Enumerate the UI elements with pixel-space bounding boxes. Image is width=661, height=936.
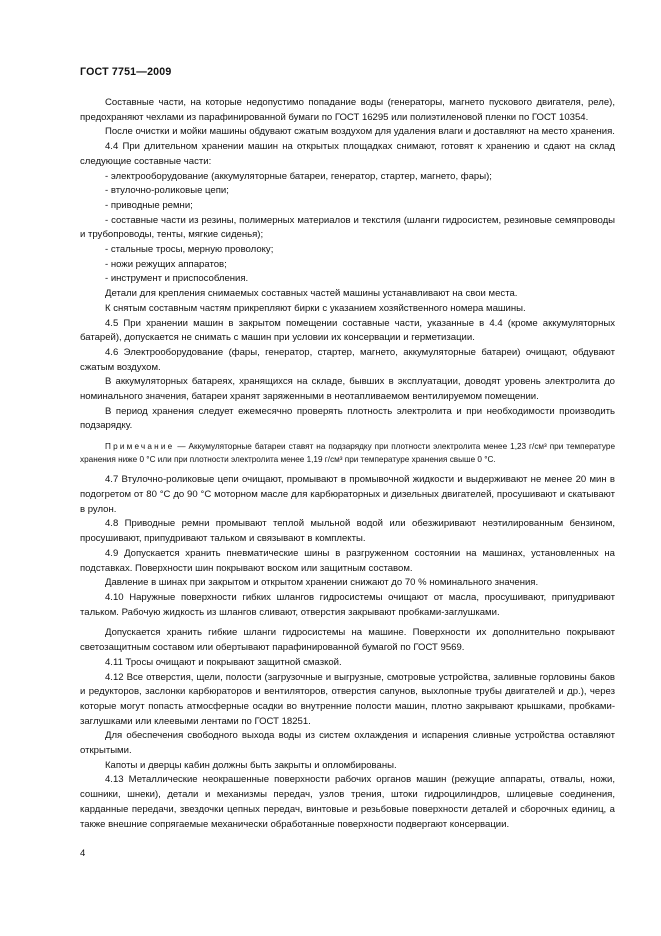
list-item: - втулочно-роликовые цепи;: [105, 185, 229, 197]
paragraph: 4.13 Металлические неокрашенные поверхности рабочих органов машин (режущие аппараты, отвалы, ножи, сошники, шнеки), детали и механизмы передач, узлов трения, штоки гидроцилиндров, шлицевые соединения, карданные передачи, звездочки цепных передач, винтовые и резьбовые поверхности деталей и сборочных единиц, а также внешние сопрягаемые механически обработанные поверхности подвергают консервации.: [80, 774, 615, 830]
paragraph: В аккумуляторных батареях, хранящихся на складе, бывших в эксплуатации, доводят уровень электролита до номинального значения, батареи хранят заряженными в неотапливаемом вентилируемом помещении.: [80, 376, 615, 403]
list-item: - инструмент и приспособления.: [105, 273, 249, 285]
paragraph: Допускается хранить гибкие шланги гидросистемы на машине. Поверхности их дополнительно покрывают светозащитным составом или обертывают парафинированной бумагой по ГОСТ 9569.: [80, 627, 615, 654]
paragraph: 4.7 Втулочно-роликовые цепи очищают, промывают в промывочной жидкости и выдерживают не менее 20 мин в подогретом от 80 °С до 90 °С моторном масле для карбюраторных и дизельных двигателей, просушивают и скатывают в рулон.: [80, 474, 615, 515]
paragraph: 4.9 Допускается хранить пневматические шины в разгруженном состоянии на машинах, установленных на подставках. Поверхности шин покрывают воском или защитным составом.: [80, 547, 615, 574]
paragraph: 4.8 Приводные ремни промывают теплой мыльной водой или обезжиривают неэтилированным бензином, просушивают, припудривают тальком и связывают в комплекты.: [80, 518, 615, 545]
paragraph: 4.4 При длительном хранении машин на открытых площадках снимают, готовят к хранению и сдают на склад следующие составные части:: [80, 141, 615, 167]
note: [80, 441, 615, 466]
list-item: - составные части из резины, полимерных материалов и текстиля (шланги гидросистем, резиновые семяпроводы и трубопроводы, тенты, мягкие сиденья);: [80, 214, 615, 241]
paragraph: Для обеспечения свободного выхода воды из систем охлаждения и испарения сливные устройства оставляют открытыми.: [80, 730, 615, 757]
document-header: ГОСТ 7751—2009: [80, 66, 172, 78]
paragraph: 4.12 Все отверстия, щели, полости (загрузочные и выгрузные, смотровые устройства, заливные горловины баков и редукторов, заслонки карбюраторов и вентиляторов, отверстия сапунов, выхлопные трубы двигателей и др.), через которые могут попасть атмосферные осадки во внутренние полости машин, плотно закрывают крышками, пробками-заглушками или клеевыми лентами по ГОСТ 18251.: [80, 671, 615, 727]
paragraph: Детали для крепления снимаемых составных частей машины устанавливают на свои места.: [105, 288, 518, 300]
page-number: 4: [80, 848, 86, 859]
paragraph: После очистки и мойки машины обдувают сжатым воздухом для удаления влаги и доставляют на место хранения.: [105, 126, 615, 138]
paragraph: 4.6 Электрооборудование (фары, генератор, стартер, магнето, аккумуляторные батареи) очищают, обдувают сжатым воздухом.: [80, 346, 615, 373]
note-label: Примечание: [105, 442, 175, 452]
paragraph: Капоты и дверцы кабин должны быть закрыты и опломбированы.: [105, 759, 397, 771]
note-text: — Аккумуляторные батареи ставят на подзарядку при плотности электролита менее 1,23 г/см³ при температуре хранения ниже 0 °С или при плотности электролита менее 1,19 г/см³ при температуре хранения свыше 0 °С.: [80, 442, 615, 464]
list-item: - приводные ремни;: [105, 199, 193, 211]
list-item: - электрооборудование (аккумуляторные батареи, генератор, стартер, магнето, фары);: [105, 170, 492, 182]
paragraph: 4.10 Наружные поверхности гибких шлангов гидросистемы очищают от масла, просушивают, припудривают тальком. Рабочую жидкость из шлангов сливают, отверстия закрывают пробками-заглушками.: [80, 591, 615, 618]
paragraph: В период хранения следует ежемесячно проверять плотность электролита и при необходимости производить подзарядку.: [80, 405, 615, 432]
paragraph: 4.5 При хранении машин в закрытом помещении составные части, указанные в 4.4 (кроме аккумуляторных батарей), допускается не снимать с машин при условии их консервации и герметизации.: [80, 317, 615, 344]
paragraph: 4.11 Тросы очищают и покрывают защитной смазкой.: [105, 656, 342, 668]
list-item: - стальные тросы, мерную проволоку;: [105, 244, 274, 256]
paragraph: Составные части, на которые недопустимо попадание воды (генераторы, магнето пускового двигателя, реле), предохраняют чехлами из парафинированной бумаги по ГОСТ 16295 или полиэтиленовой пленки по ГОСТ 10354.: [80, 97, 615, 123]
paragraph: Давление в шинах при закрытом и открытом хранении снижают до 70 % номинального значения.: [105, 577, 539, 589]
document-body: [80, 96, 615, 832]
paragraph: К снятым составным частям прикрепляют бирки с указанием хозяйственного номера машины.: [105, 302, 526, 314]
list-item: - ножи режущих аппаратов;: [105, 258, 227, 270]
